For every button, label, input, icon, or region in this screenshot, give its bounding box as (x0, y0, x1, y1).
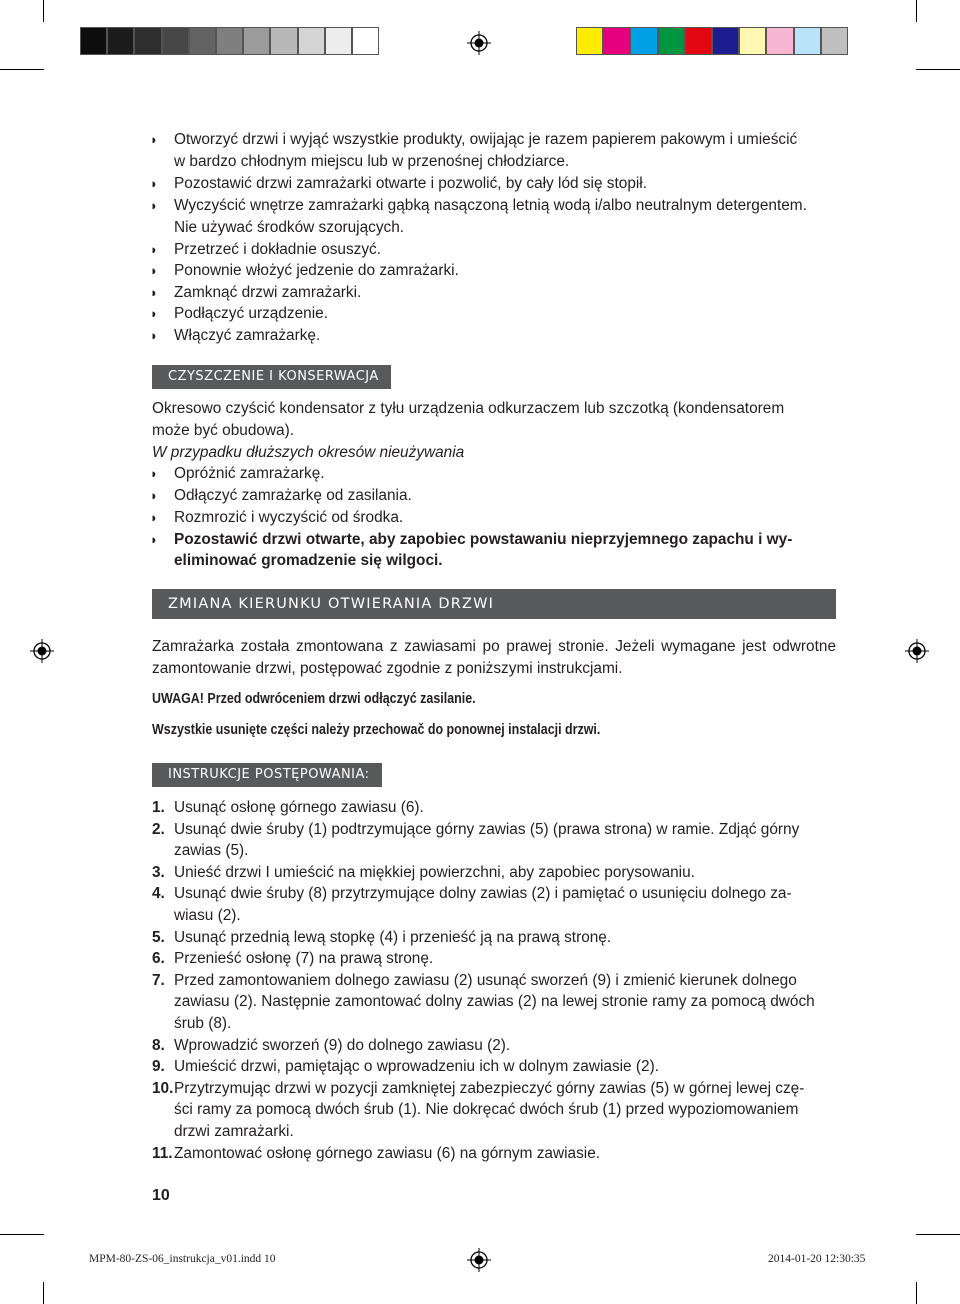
color-swatch (576, 27, 603, 55)
color-swatch (270, 27, 297, 55)
registration-mark-icon (905, 639, 929, 663)
grayscale-color-bar (80, 27, 379, 55)
step-text: Zamontować osłonę górnego zawiasu (6) na górnym zawiasie. (174, 1144, 601, 1162)
color-swatch (794, 27, 821, 55)
crop-mark (916, 1282, 917, 1304)
list-item-continuation: Nie używać środków szorujących. (174, 219, 405, 236)
list-item-important: Pozostawić drzwi otwarte, aby zapobiec powstawaniu nieprzyjemnego zapachu i wy- (174, 531, 793, 548)
crop-mark (0, 1234, 44, 1235)
bullet-icon: ◗ (150, 532, 158, 547)
step-number: 2. (152, 820, 165, 838)
crop-mark (916, 1234, 960, 1235)
bullet-icon: ◗ (150, 132, 158, 147)
list-item: Otworzyć drzwi i wyjąć wszystkie produkty, owijając je razem papierem pakowym i umieścić (174, 131, 798, 148)
color-swatch (630, 27, 657, 55)
step-number: 4. (152, 885, 165, 903)
step-number: 6. (152, 950, 165, 968)
step-text: Przed zamontowaniem dolnego zawiasu (2) usunąć sworzeń (9) i zmienić kierunek dolnego (174, 971, 797, 989)
section-heading-door-reversal: ZMIANA KIERUNKU OTWIERANIA DRZWI (152, 589, 836, 619)
step-number: 7. (152, 971, 165, 989)
step-text: Usunąć osłonę górnego zawiasu (6). (174, 799, 424, 816)
bullet-icon: ◗ (150, 242, 158, 257)
color-swatch (80, 27, 107, 55)
bullet-icon: ◗ (150, 488, 158, 503)
warning-text: UWAGA! Przed odwróceniem drzwi odłączyć zasilanie. (152, 691, 476, 707)
step-text-continuation: zawiasu (2). Następnie zamontować dolny zawias (2) na lewej stronie ramy za pomocą dwóch (174, 993, 815, 1011)
cleaning-paragraph: Okresowo czyścić kondensator z tyłu urządzenia odkurzaczem lub szczotką (kondensatorem (152, 400, 785, 417)
warning-text: Wszystkie usunięte części należy przechowač do ponownej instalacji drzwi. (152, 722, 601, 738)
list-item: Opróżnić zamrażarkę. (174, 465, 325, 482)
step-number: 1. (152, 799, 165, 816)
door-paragraph: Zamrażarka została zmontowana z zawiasami po prawej stronie. Jeżeli wymagane jest odwrotne zamontowanie drzwi, postępować zgodnie z poniższymi instrukcjami. (152, 638, 836, 677)
crop-mark (43, 1282, 44, 1304)
list-item: Podłączyć urządzenie. (174, 305, 328, 322)
color-swatch (766, 27, 793, 55)
step-text: Usunąć dwie śruby (1) podtrzymujące górny zawias (5) (prawa strona) w ramie. Zdjąć górny (174, 820, 800, 838)
color-swatch (352, 27, 379, 55)
cmyk-color-bar (576, 27, 848, 55)
color-swatch (603, 27, 630, 55)
list-item: Włączyć zamrażarkę. (174, 327, 321, 344)
cleaning-paragraph-continuation: może być obudowa). (152, 422, 295, 439)
step-text: Przenieść osłonę (7) na prawą stronę. (174, 950, 434, 968)
crop-mark (916, 0, 917, 22)
color-swatch (325, 27, 352, 55)
color-swatch (712, 27, 739, 55)
bullet-icon: ◗ (150, 466, 158, 481)
crop-mark (916, 69, 960, 70)
bullet-icon: ◗ (150, 263, 158, 278)
subheading-long-storage: W przypadku dłuższych okresów nieużywania (152, 444, 465, 461)
step-number: 8. (152, 1036, 165, 1054)
page-number: 10 (152, 1187, 170, 1204)
list-item: Zamknąć drzwi zamrażarki. (174, 284, 362, 301)
list-item: Odłączyć zamrażarkę od zasilania. (174, 487, 412, 504)
color-swatch (685, 27, 712, 55)
step-text-continuation: drzwi zamrażarki. (174, 1123, 294, 1140)
registration-mark-icon (30, 639, 54, 663)
crop-mark (43, 0, 44, 22)
section-heading-cleaning: CZYSZCZENIE I KONSERWACJA (152, 365, 391, 389)
color-swatch (216, 27, 243, 55)
step-number: 9. (152, 1058, 165, 1076)
step-number: 5. (152, 928, 165, 946)
color-swatch (107, 27, 134, 55)
list-item: Ponownie włożyć jedzenie do zamrażarki. (174, 262, 459, 279)
color-swatch (162, 27, 189, 55)
step-text: Usunąć przednią lewą stopkę (4) i przenieść ją na prawą stronę. (174, 928, 612, 946)
color-swatch (298, 27, 325, 55)
step-text: Wprowadzić sworzeń (9) do dolnego zawiasu (2). (174, 1036, 511, 1054)
list-item: Wyczyścić wnętrze zamrażarki gąbką nasączoną letnią wodą i/albo neutralnym detergentem. (174, 197, 807, 214)
list-item-continuation: w bardzo chłodnym miejscu lub w przenośnej chłodziarce. (174, 153, 570, 170)
color-swatch (134, 27, 161, 55)
list-item: Przetrzeć i dokładnie osuszyć. (174, 241, 382, 258)
bullet-icon: ◗ (150, 328, 158, 343)
step-number: 3. (152, 863, 165, 881)
step-text-continuation: wiasu (2). (174, 907, 241, 924)
section-heading-instructions: INSTRUKCJE POSTĘPOWANIA: (152, 763, 382, 787)
color-swatch (821, 27, 848, 55)
registration-mark-icon (467, 31, 491, 55)
step-number: 10. (152, 1079, 174, 1097)
color-swatch (189, 27, 216, 55)
list-item-important-continuation: eliminować gromadzenie się wilgoci. (174, 552, 443, 569)
color-swatch (739, 27, 766, 55)
bullet-icon: ◗ (150, 285, 158, 300)
step-text: Usunąć dwie śruby (8) przytrzymujące dolny zawias (2) i pamiętać o usunięciu dolnego za- (174, 885, 792, 903)
list-item: Rozmrozić i wyczyścić od środka. (174, 509, 404, 526)
step-text-continuation: śrub (8). (174, 1015, 232, 1032)
step-text: Umieścić drzwi, pamiętając o wprowadzeniu ich w dolnym zawiasie (2). (174, 1058, 659, 1076)
step-text-continuation: zawias (5). (174, 842, 249, 860)
registration-mark-icon (467, 1248, 491, 1272)
bullet-icon: ◗ (150, 176, 158, 191)
bullet-icon: ◗ (150, 510, 158, 525)
file-slug: MPM-80-ZS-06_instrukcja_v01.indd 10 (89, 1253, 276, 1265)
step-number: 11. (152, 1144, 173, 1162)
bullet-icon: ◗ (150, 198, 158, 213)
color-swatch (243, 27, 270, 55)
step-text: Przytrzymując drzwi w pozycji zamkniętej zabezpieczyć górny zawias (5) w górnej lewej czę- (174, 1079, 805, 1097)
step-text: Unieść drzwi I umieścić na miękkiej powierzchni, aby zapobiec porysowaniu. (174, 863, 695, 881)
list-item: Pozostawić drzwi zamrażarki otwarte i pozwolić, by cały lód się stopił. (174, 175, 647, 192)
color-swatch (658, 27, 685, 55)
step-text-continuation: ści ramy za pomocą dwóch śrub (1). Nie dokręcać dwóch śrub (1) przed wypoziomowaniem (174, 1101, 799, 1119)
crop-mark (0, 69, 44, 70)
bullet-icon: ◗ (150, 306, 158, 321)
timestamp-slug: 2014-01-20 12:30:35 (768, 1253, 866, 1265)
